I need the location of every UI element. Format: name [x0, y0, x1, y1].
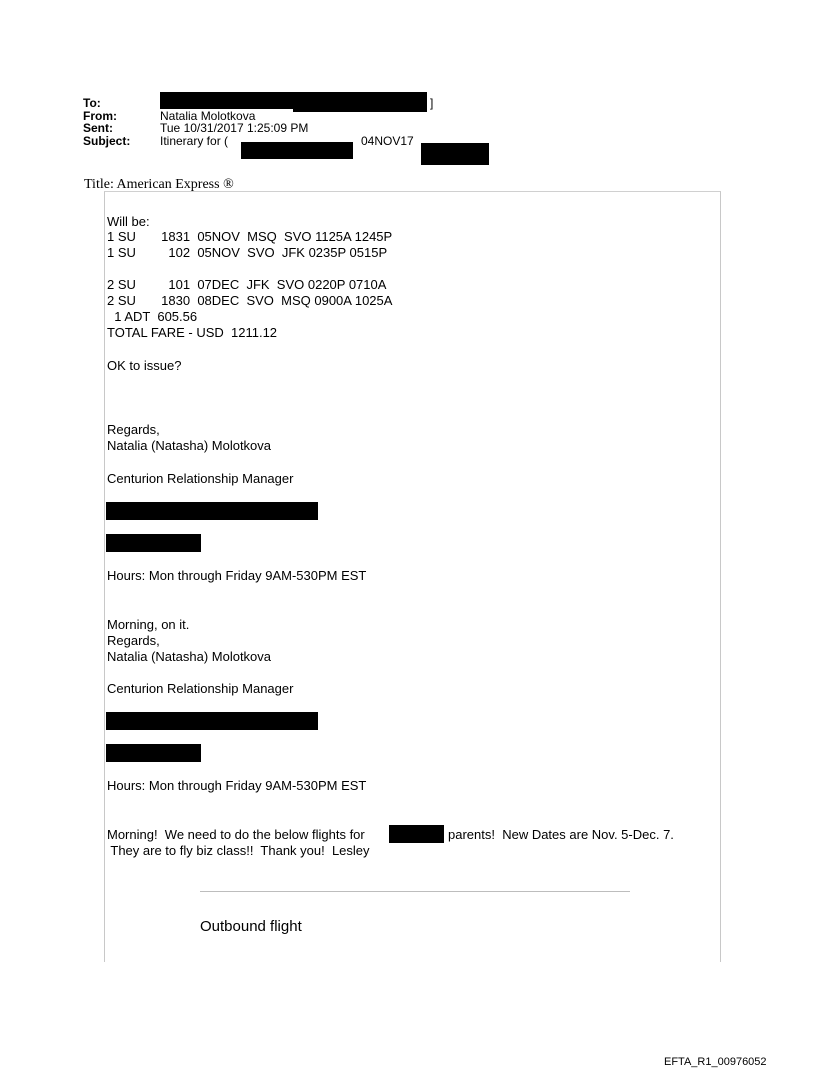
ok-to-issue: OK to issue? — [107, 358, 182, 373]
regards-text: Regards, — [107, 422, 160, 437]
flight-segment: 2 SU 1830 08DEC SVO MSQ 0900A 1025A — [107, 293, 393, 308]
redaction-bar — [106, 502, 318, 520]
document-id: EFTA_R1_00976052 — [664, 1056, 767, 1068]
request-text-line2: They are to fly biz class!! Thank you! Lesley — [107, 843, 370, 858]
flight-segment: 1 SU 1831 05NOV MSQ SVO 1125A 1245P — [107, 229, 393, 244]
redaction-bar — [160, 92, 293, 109]
redaction-bar — [389, 825, 444, 843]
subject-label: Subject: — [83, 133, 131, 148]
to-label: To: — [83, 96, 101, 110]
hours-text: Hours: Mon through Friday 9AM-530PM EST — [107, 778, 367, 793]
signature-name: Natalia (Natasha) Molotkova — [107, 438, 272, 453]
signature-role: Centurion Relationship Manager — [107, 681, 294, 696]
page-title: Title: American Express ® — [84, 177, 234, 192]
redaction-bar — [106, 534, 201, 552]
signature-role: Centurion Relationship Manager — [107, 471, 294, 486]
redaction-bar — [241, 142, 308, 159]
signature-name: Natalia (Natasha) Molotkova — [107, 649, 272, 664]
redaction-bar — [293, 92, 427, 112]
request-text-end: parents! New Dates are Nov. 5-Dec. 7. — [448, 827, 674, 842]
redaction-bar — [421, 143, 489, 165]
hours-text: Hours: Mon through Friday 9AM-530PM EST — [107, 568, 367, 583]
redaction-bar — [308, 142, 353, 159]
flight-segment: 2 SU 101 07DEC JFK SVO 0220P 0710A — [107, 277, 387, 292]
flight-segment: 1 SU 102 05NOV SVO JFK 0235P 0515P — [107, 245, 388, 260]
sent-label: Sent: — [83, 121, 113, 135]
redaction-bar — [106, 712, 318, 730]
outbound-flight-heading: Outbound flight — [200, 918, 302, 935]
regards-text: Regards, — [107, 633, 160, 648]
to-value: ] — [430, 96, 434, 110]
from-value: Natalia Molotkova — [160, 108, 256, 123]
divider — [200, 891, 630, 892]
subject-value-start: Itinerary for ( — [160, 133, 229, 148]
will-be-text: Will be: — [107, 214, 150, 229]
total-fare: TOTAL FARE - USD 1211.12 — [107, 325, 278, 340]
adt-fare: 1 ADT 605.56 — [107, 309, 198, 324]
from-label: From: — [83, 108, 117, 123]
request-text-start: Morning! We need to do the below flights for — [107, 827, 365, 842]
reply-text: Morning, on it. — [107, 617, 190, 632]
sent-value: Tue 10/31/2017 1:25:09 PM — [160, 121, 309, 135]
subject-value-end: 04NOV17 — [361, 133, 414, 148]
redaction-bar — [106, 744, 201, 762]
